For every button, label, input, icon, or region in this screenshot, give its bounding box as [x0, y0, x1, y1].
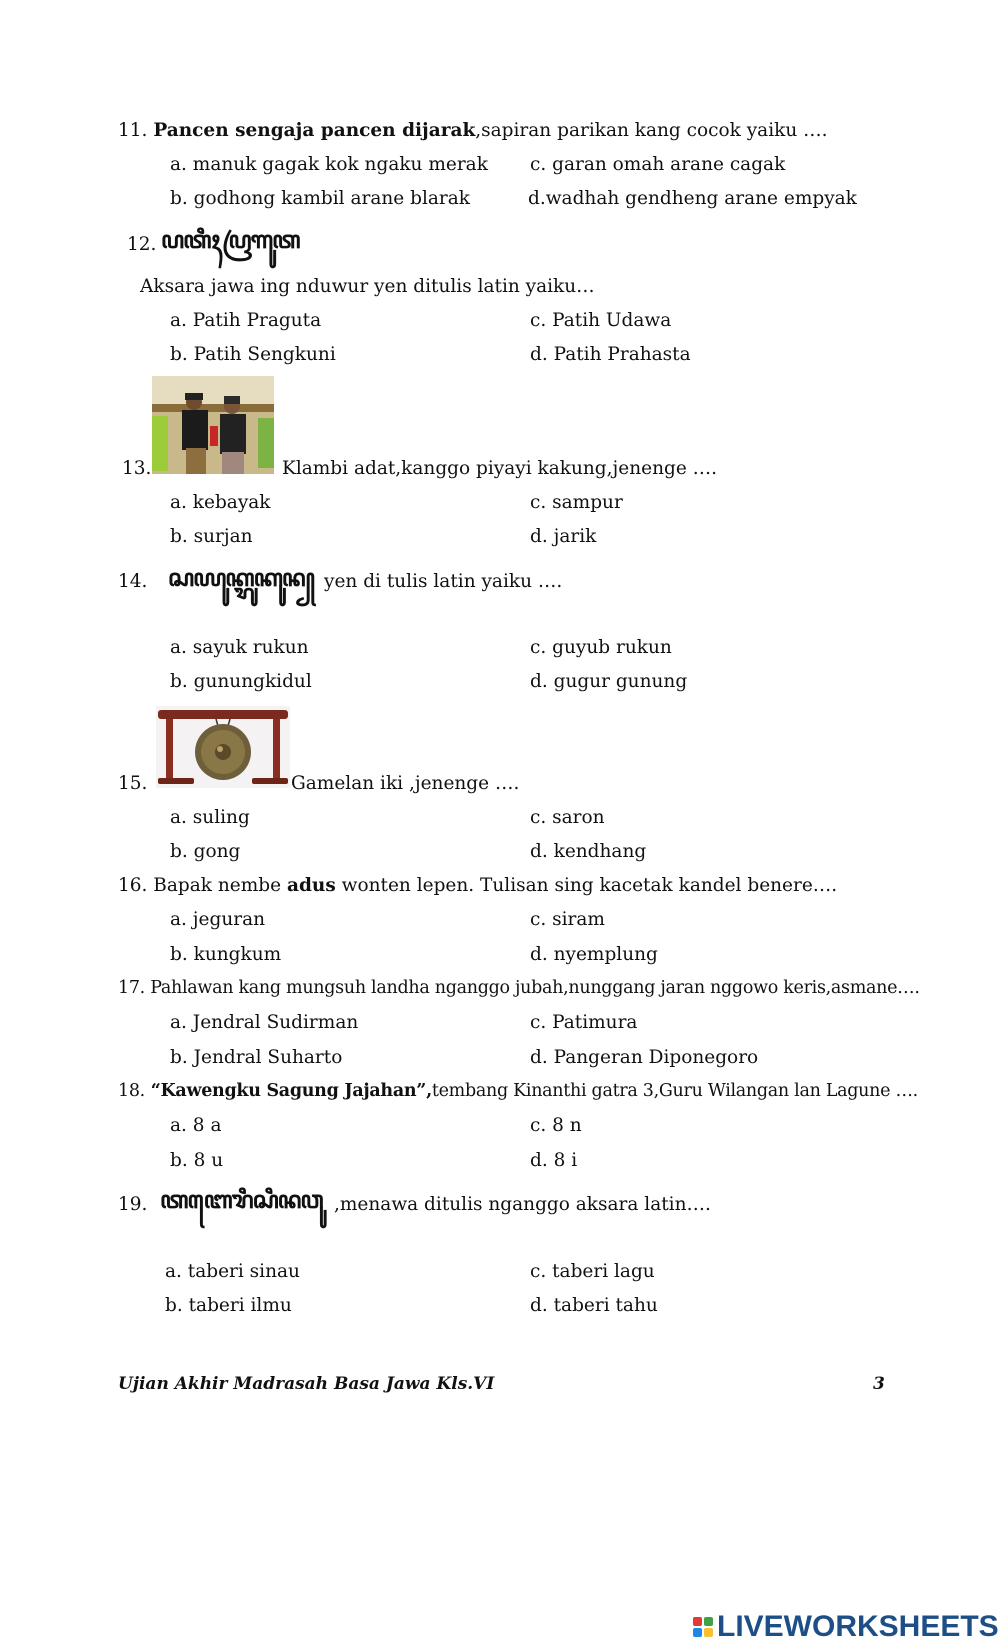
liveworksheets-logo[interactable]	[693, 1610, 999, 1644]
brand-name: LIVEWORKSHEETS	[717, 1610, 999, 1643]
q11-stem: 11. Pancen sengaja pancen dijarak,sapiran parikan kang cocok yaiku ….	[118, 120, 828, 141]
q17-stem: 17. Pahlawan kang mungsuh landha nganggo jubah,nunggang jaran nggowo keris,asmane….	[118, 978, 920, 998]
q16-stem: 16. Bapak nembe adus wonten lepen. Tulisan sing kacetak kandel benere….	[118, 875, 838, 896]
q19-option-c[interactable]: c. taberi lagu	[530, 1261, 655, 1282]
q14-option-c[interactable]: c. guyub rukun	[530, 637, 672, 658]
q13-number: 13.	[122, 458, 152, 479]
q12-stem: Aksara jawa ing nduwur yen ditulis latin yaiku…	[140, 276, 595, 297]
gong-photo	[156, 706, 290, 788]
q16-option-b[interactable]: b. kungkum	[170, 944, 282, 965]
q13-option-c[interactable]: c. sampur	[530, 492, 623, 513]
q18-option-d[interactable]: d. 8 i	[530, 1150, 578, 1171]
q15-option-c[interactable]: c. saron	[530, 807, 605, 828]
q14-option-a[interactable]: a. sayuk rukun	[170, 637, 309, 658]
q18-option-a[interactable]: a. 8 a	[170, 1115, 222, 1136]
q17-option-d[interactable]: d. Pangeran Diponegoro	[530, 1047, 759, 1068]
q14-option-d[interactable]: d. gugur gunung	[530, 671, 688, 692]
q12-option-a[interactable]: a. Patih Praguta	[170, 310, 322, 331]
footer-title: Ujian Akhir Madrasah Basa Jawa Kls.VI	[118, 1374, 495, 1394]
q16-option-d[interactable]: d. nyemplung	[530, 944, 658, 965]
q16-option-a[interactable]: a. jeguran	[170, 909, 266, 930]
q15-option-d[interactable]: d. kendhang	[530, 841, 647, 862]
brand-icon	[693, 1617, 713, 1637]
q14-stem: yen di tulis latin yaiku ….	[324, 571, 563, 592]
q11-option-d[interactable]: d.wadhah gendheng arane empyak	[528, 188, 857, 209]
q19-option-d[interactable]: d. taberi tahu	[530, 1295, 658, 1316]
q13-option-b[interactable]: b. surjan	[170, 526, 253, 547]
q15-option-a[interactable]: a. suling	[170, 807, 250, 828]
q14-option-b[interactable]: b. gunungkidul	[170, 671, 312, 692]
q13-option-d[interactable]: d. jarik	[530, 526, 597, 547]
q11-option-a[interactable]: a. manuk gagak kok ngaku merak	[170, 154, 488, 175]
q13-stem: Klambi adat,kanggo piyayi kakung,jenenge ….	[282, 458, 718, 479]
brand-square-yellow	[704, 1628, 713, 1637]
q12-number: 12.	[127, 234, 157, 255]
traditional-clothing-photo	[152, 376, 274, 474]
brand-square-red	[693, 1617, 702, 1626]
q19-option-b[interactable]: b. taberi ilmu	[165, 1295, 292, 1316]
q16-option-c[interactable]: c. siram	[530, 909, 605, 930]
q15-number: 15.	[118, 773, 148, 794]
q15-option-b[interactable]: b. gong	[170, 841, 241, 862]
q11-option-c[interactable]: c. garan omah arane cagak	[530, 154, 786, 175]
q19-option-a[interactable]: a. taberi sinau	[165, 1261, 300, 1282]
q14-javanese-script: ꦱꦪꦸꦏ꧀ꦫꦸꦏꦸꦤ꧀	[168, 564, 315, 592]
q14-number: 14.	[118, 571, 148, 592]
q17-option-a[interactable]: a. Jendral Sudirman	[170, 1012, 359, 1033]
q11-option-b[interactable]: b. godhong kambil arane blarak	[170, 188, 470, 209]
q18-option-b[interactable]: b. 8 u	[170, 1150, 224, 1171]
page-number: 3	[873, 1374, 885, 1394]
q18-stem: 18. “Kawengku Sagung Jajahan”,tembang Kinanthi gatra 3,Guru Wilangan lan Lagune ….	[118, 1081, 918, 1101]
brand-square-blue	[693, 1628, 702, 1637]
q12-option-c[interactable]: c. Patih Udawa	[530, 310, 672, 331]
q15-stem: Gamelan iki ,jenenge ….	[291, 773, 520, 794]
brand-square-green	[704, 1617, 713, 1626]
q17-option-c[interactable]: c. Patimura	[530, 1012, 638, 1033]
q13-option-a[interactable]: a. kebayak	[170, 492, 271, 513]
q18-option-c[interactable]: c. 8 n	[530, 1115, 582, 1136]
q12-javanese-script: ꦥꦠꦶꦃꦥꦿꦒꦸꦠ	[161, 226, 300, 254]
q12-option-d[interactable]: d. Patih Prahasta	[530, 344, 691, 365]
q19-stem: ,menawa ditulis nganggo aksara latin….	[334, 1194, 711, 1215]
q17-option-b[interactable]: b. Jendral Suharto	[170, 1047, 343, 1068]
q19-javanese-script: ꦠꦧꦺꦫꦶꦱꦶꦤꦮꦸ	[160, 1186, 323, 1214]
q12-option-b[interactable]: b. Patih Sengkuni	[170, 344, 336, 365]
q19-number: 19.	[118, 1194, 148, 1215]
